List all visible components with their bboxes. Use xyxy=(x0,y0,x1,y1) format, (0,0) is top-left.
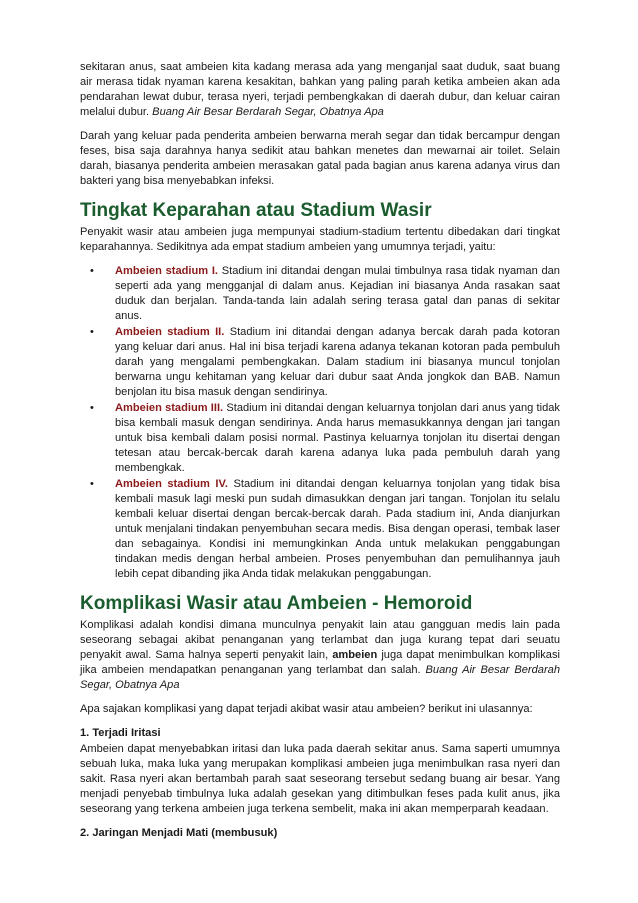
komplikasi-text-before: Komplikasi adalah kondisi dimana munculnya penyakit lain atau gangguan medis lain pada seseorang sebagai akibat penanganan yang terlambat dan juga kurang tepat dari seuatu penyakit awal. Sama halnya seperti penyakit lain, xyxy=(80,619,560,661)
bullet-icon: • xyxy=(90,265,94,277)
source-link[interactable]: Buang Air Besar Berdarah Segar, Obatnya Apa xyxy=(152,106,384,118)
stage-name: Ambeien stadium II. xyxy=(115,326,225,338)
list-item xyxy=(90,325,560,400)
source-link[interactable]: Buang Air Besar Berdarah Segar, Obatnya Apa xyxy=(80,664,560,691)
bullet-icon: • xyxy=(90,402,94,414)
stage-list xyxy=(80,264,560,582)
subheading-jaringan-mati: 2. Jaringan Menjadi Mati (membusuk) xyxy=(80,827,278,839)
stage-name: Ambeien stadium III. xyxy=(115,402,224,414)
intro-paragraph-1 xyxy=(80,60,560,120)
section-intro-stadium: Penyakit wasir atau ambeien juga mempunyai stadium-stadium tertentu dibedakan dari tingkat keparahannya. Sedikitnya ada empat stadium ambeien yang umumnya terjadi, yaitu: xyxy=(80,226,560,253)
komplikasi-text-after: juga dapat menimbulkan komplikasi jika ambeien mendapatkan penanganan yang terlambat dan salah. xyxy=(80,649,560,676)
stage-description: Stadium ini ditandai dengan mulai timbulnya rasa tidak nyaman dan seperti ada yang mengganjal di dalam anus. Kejadian ini biasanya Anda rasakan saat duduk dan berjalan. Tanda-tanda lain adalah sering terasa gatal dan panas di sekitar anus. xyxy=(115,265,560,322)
section-heading-stadium: Tingkat Keparahan atau Stadium Wasir xyxy=(80,200,432,221)
intro-paragraph-2: Darah yang keluar pada penderita ambeien berwarna merah segar dan tidak bercampur dengan feses, bisa saja darahnya hanya sedikit atau bahkan menetes dan mewarnai air toilet. Selain darah, biasanya penderita ambeien merasakan gatal pada bagian anus karena adanya virus dan bakteri yang bisa menyebabkan infeksi. xyxy=(80,130,560,187)
intro-paragraph-1-text: sekitaran anus, saat ambeien kita kadang merasa ada yang menganjal saat duduk, saat buang air merasa tidak nyaman karena kesakitan, bahkan yang paling parah ketika ambeien akan ada pendarahan lewat dubur, terasa nyeri, terjadi pembengkakan di daerah dubur, dan keluar cairan melalui dubur. xyxy=(80,61,560,118)
iritasi-paragraph: Ambeien dapat menyebabkan iritasi dan luka pada daerah sekitar anus. Sama saperti umumnya sebuah luka, maka luka yang merupakan komplikasi ambeien juga menimbulkan rasa nyeri dan sakit. Rasa nyeri akan bertambah parah saat seseorang tersebut sedang buang air besar. Yang menjadi penyebab timbulnya luka adalah gesekan yang ditimbulkan feses pada kulit anus, jika seseorang yang terkena ambeien juga terkena sembelit, maka ini akan memperparah keadaan. xyxy=(80,743,560,815)
stage-name: Ambeien stadium IV. xyxy=(115,478,228,490)
stage-description: Stadium ini ditandai dengan keluarnya tonjolan yang tidak bisa kembali masuk lagi meski pun sudah dimasukkan dengan jari tangan. Tonjolan itu selalu kembali keluar disertai dengan bercak-bercak darah. Pada stadium ini, Anda dianjurkan untuk menjalani tindakan penyembuhan secara medis. Bisa dengan operasi, tembak laser dan sebagainya. Kondisi ini memungkinkan Anda untuk melakukan penggabungan tindakan medis dengan herbal ambeien. Proses penyembuhan dan pemulihannya jauh lebih cepat dibanding jika Anda tidak melakukan penggabungan. xyxy=(115,478,561,580)
article-body xyxy=(80,60,560,842)
section-heading-komplikasi: Komplikasi Wasir atau Ambeien - Hemoroid xyxy=(80,593,473,614)
bullet-icon: • xyxy=(90,478,94,490)
bullet-icon: • xyxy=(90,326,94,338)
list-item xyxy=(90,401,560,476)
komplikasi-paragraph-1 xyxy=(80,618,560,693)
list-item xyxy=(90,477,561,582)
subheading-iritasi: 1. Terjadi Iritasi xyxy=(80,727,161,739)
stage-description: Stadium ini ditandai dengan adanya bercak darah pada kotoran yang keluar dari anus. Hal ini bisa terjadi karena adanya tekanan kotoran pada pembuluh darah yang mengalami pembengkakan. Dalam stadium ini biasanya muncul tonjolan berwarna ungu kehitaman yang keluar dari dubur saat Anda jongkok dan BAB. Namun benjolan itu bisa masuk dengan sendirinya. xyxy=(115,326,560,398)
komplikasi-paragraph-2: Apa sajakan komplikasi yang dapat terjadi akibat wasir atau ambeien? berikut ini ulasannya: xyxy=(80,703,533,715)
stage-description: Stadium ini ditandai dengan keluarnya tonjolan dari anus yang tidak bisa kembali masuk dengan sendirinya. Anda harus memasukkannya dengan jari tangan untuk bisa kembali dalam posisi normal. Pastinya keluarnya tonjolan itu disertai dengan tetesan atau bercak-bercak darah karena adanya luka pada pembuluh darah yang membengkak. xyxy=(115,402,560,474)
list-item xyxy=(90,264,560,324)
stage-name: Ambeien stadium I. xyxy=(115,265,219,277)
keyword-link[interactable]: ambeien xyxy=(332,649,378,661)
